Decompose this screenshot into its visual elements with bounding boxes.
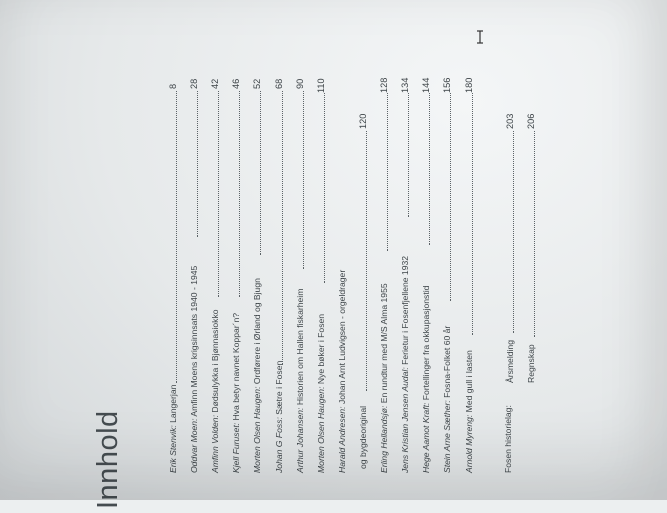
toc-page: 156 [442,77,452,93]
dot-leader [260,91,261,255]
toc-entry[interactable] [440,77,454,473]
toc-title: Langerjan [168,384,178,423]
dot-leader [197,91,198,237]
toc-author: Morten Olsen Haugen: [316,386,326,473]
toc-entry[interactable] [314,78,328,473]
dot-leader [239,91,240,297]
dot-leader [513,131,514,333]
toc-entry[interactable] [187,78,201,473]
toc-page: 110 [316,78,326,93]
toc-author: Oddvar Moen: [189,418,199,473]
toc-entry[interactable] [208,78,222,473]
dot-leader [282,91,283,365]
toc-title: En rundtur med M/S Alma 1955 [379,283,389,404]
toc-entry[interactable] [293,78,307,473]
dot-leader [218,91,219,297]
toc-author: Kjell Furuset: [231,422,241,473]
dot-leader [366,131,367,391]
dot-leader [534,131,535,337]
fosen-label: Fosen historielag: [503,405,513,473]
toc-entry[interactable] [398,77,412,473]
toc-entry[interactable] [419,77,433,473]
dot-leader [303,91,304,269]
toc-title: og bygdeoriginal [358,405,368,469]
toc-entry[interactable] [272,78,286,473]
toc-title: Ordførere i Ørland og Bjugn [252,278,262,385]
toc-title: Johan Arnt Ludvigsen - orgeldrager [337,269,347,405]
toc-author: Erling Hellandsjø: [379,405,389,473]
toc-page: 46 [231,78,241,89]
toc-page: 144 [421,77,431,93]
toc-title: Fosna-Folket 60 år [442,325,452,398]
toc-entry[interactable] [229,78,243,473]
toc-entry[interactable] [250,78,264,473]
toc-title: Hva betyr navnet Koppar´n? [231,312,241,421]
toc-entry[interactable] [524,113,538,383]
toc-page: 8 [168,83,178,89]
toc-page: 52 [252,78,262,89]
toc-entry[interactable] [377,77,391,473]
dot-leader [324,93,325,283]
toc-page: 203 [505,113,515,129]
toc-page: 28 [189,78,199,89]
dot-leader [408,93,409,217]
toc-author: Hege Aamot Kraft: [421,402,431,473]
toc-entry[interactable] [462,77,476,473]
toc-entry[interactable] [335,270,349,473]
toc-title: Regnskap [526,344,536,383]
toc-author: Erik Stenvik: [168,425,178,473]
toc-author: Arthur Johansen: [295,407,305,473]
toc-author: Morten Olsen Haugen: [252,386,262,473]
toc-title: Amfinn Moens krigsinnsats 1940 - 1945 [189,265,199,417]
toc-title: Årsmelding [505,340,515,383]
toc-author: Jens Kristian Jensen Audal: [400,367,410,473]
toc-entry-continuation[interactable] [356,113,370,469]
toc-page: 120 [358,113,368,129]
toc-title: Sætre i Fosen [274,360,284,415]
toc-page: 42 [210,78,220,89]
toc-title: Ferietur i Fosenfjellene 1932 [400,255,410,365]
toc-title: Nye bøker i Fosen [316,313,326,385]
toc-author: Harald Andresen: [337,406,347,473]
toc-page: 90 [295,78,305,89]
toc-title: Historien om Hallen fiskarheim [295,288,305,406]
toc-title: Fortellinger fra okkupasjonstid [421,285,431,401]
toc-author: Arnold Myreng: [464,414,474,473]
toc-author: Johan G Foss: [274,417,284,473]
text-cursor-icon [475,30,485,44]
dot-leader [387,93,388,251]
table-of-contents-page [88,43,558,513]
dot-leader [176,91,177,383]
toc-page: 128 [379,77,389,93]
toc-page: 206 [526,113,536,129]
toc-entry[interactable] [503,113,517,383]
toc-page: 68 [274,78,284,89]
toc-title: Med gull i lasten [464,350,474,413]
toc-page: 180 [464,77,474,93]
toc-entry[interactable] [166,83,180,473]
dot-leader [472,93,473,335]
toc-page: 134 [400,77,410,93]
toc-title: Dødsulykka i Bjønnasiokko [210,309,220,413]
dot-leader [429,93,430,245]
page-title: Innhold [92,410,124,509]
dot-leader [450,93,451,301]
toc-author: Amfinn Volden: [210,415,220,473]
toc-author: Stein Arne Sæther: [442,400,452,473]
